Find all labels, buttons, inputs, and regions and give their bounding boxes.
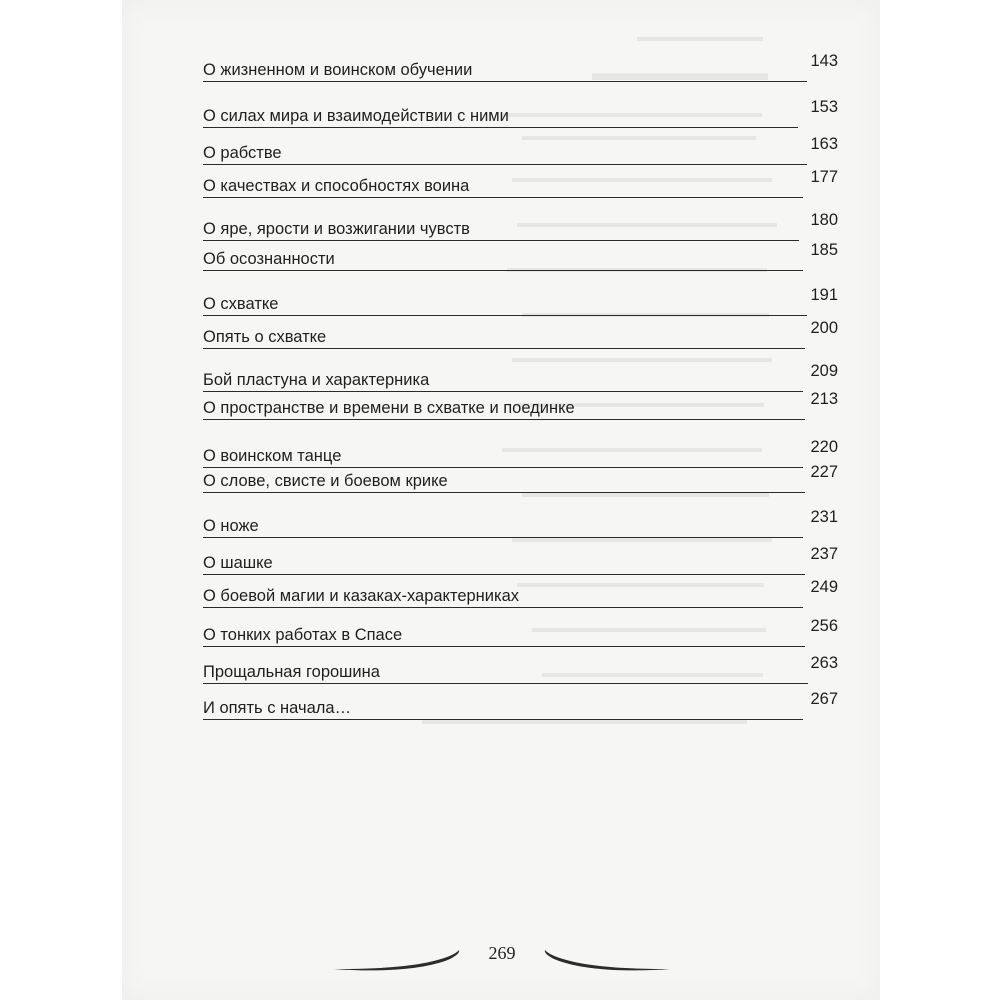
toc-entry[interactable] [203, 319, 838, 349]
toc-entry-title: О боевой магии и казаках-характерниках [203, 587, 520, 605]
toc-entry-page: 163 [810, 135, 838, 153]
toc-leader-line [203, 492, 805, 493]
bleed-through: ▬▬▬▬▬▬▬▬▬▬▬▬▬▬▬▬▬▬▬▬ [512, 170, 772, 185]
toc-entry-page: 191 [810, 286, 838, 304]
toc-entry[interactable] [203, 135, 838, 165]
toc-entry[interactable] [203, 438, 838, 468]
toc-leader-line [203, 607, 803, 608]
toc-leader-line [203, 197, 803, 198]
bleed-through: ▬▬▬▬▬▬▬▬▬▬▬▬▬▬▬▬▬▬▬ [517, 395, 764, 410]
bleed-through: ▬▬▬▬▬▬▬▬▬▬▬▬▬▬▬▬▬▬ [532, 620, 766, 635]
toc-entry-title: О ноже [203, 517, 259, 535]
bleed-through: ▬▬▬▬▬▬▬▬▬▬▬▬▬▬▬▬▬▬▬ [522, 485, 769, 500]
toc-entry-title: О слове, свисте и боевом крике [203, 472, 448, 490]
toc-entry-page: 143 [810, 52, 838, 70]
bleed-through: ▬▬▬▬▬▬▬▬▬▬▬▬▬▬▬▬▬▬▬ [522, 305, 769, 320]
toc-entry-page: 185 [810, 241, 838, 259]
bleed-through: ▬▬▬▬▬▬▬▬▬▬▬▬▬▬▬▬▬▬▬▬ [512, 350, 772, 365]
toc-entry-title: О силах мира и взаимодействии с ними [203, 107, 509, 125]
toc-entry-page: 177 [810, 168, 838, 186]
toc-entry-page: 213 [810, 390, 838, 408]
toc-leader-line [203, 419, 805, 420]
toc-leader-line [203, 467, 803, 468]
toc-entry-page: 249 [810, 578, 838, 596]
toc-entry[interactable] [203, 690, 838, 720]
toc-entry-title: О тонких работах в Спасе [203, 626, 403, 644]
toc-leader-line [203, 164, 807, 165]
toc-entry-title: И опять с начала… [203, 699, 352, 717]
toc-entry-title: О пространстве и времени в схватке и поединке [203, 399, 575, 417]
toc-entry[interactable] [203, 52, 838, 82]
bleed-through: ▬▬▬▬▬▬▬▬▬▬▬▬▬▬▬▬▬▬▬ [517, 575, 764, 590]
toc-entry-title: Прощальная горошина [203, 663, 380, 681]
bleed-through: ▬▬▬▬▬▬▬▬▬▬▬▬▬▬▬▬▬▬ [522, 128, 756, 143]
book-page [122, 0, 880, 1000]
toc-entry-title: О яре, ярости и возжигании чувств [203, 220, 470, 238]
toc-leader-line [203, 574, 805, 575]
toc-entry-page: 227 [810, 463, 838, 481]
toc-leader-line [203, 127, 798, 128]
toc-entry[interactable] [203, 508, 838, 538]
toc-entry-page: 231 [810, 508, 838, 526]
toc-entry-page: 200 [810, 319, 838, 337]
toc-leader-line [203, 719, 803, 720]
bleed-through: ▬▬▬▬▬▬▬▬ [592, 60, 768, 85]
toc-leader-line [203, 646, 805, 647]
toc-leader-line [203, 537, 803, 538]
toc-entry-page: 220 [810, 438, 838, 456]
toc-entry-title: О воинском танце [203, 447, 342, 465]
toc-entry-page: 267 [810, 690, 838, 708]
toc-entry[interactable] [203, 98, 838, 128]
bleed-through: ▬▬▬▬▬▬▬▬▬▬▬▬▬▬▬▬▬▬▬▬ [517, 215, 777, 230]
toc-leader-line [203, 270, 803, 271]
bleed-through: ▬▬▬▬▬▬▬▬▬▬▬▬▬▬▬▬▬▬▬▬ [512, 530, 772, 545]
toc-entry-page: 180 [810, 211, 838, 229]
toc-entry-page: 263 [810, 654, 838, 672]
toc-leader-line [203, 315, 807, 316]
bleed-through: ▬▬▬▬▬▬▬▬▬▬▬▬▬▬▬▬▬▬▬▬▬▬▬▬▬ [422, 712, 747, 727]
toc-entry-title: Бой пластуна и характерника [203, 371, 430, 389]
toc-entry[interactable] [203, 390, 838, 420]
bleed-through: ▬▬▬▬▬▬▬▬▬ [637, 28, 763, 44]
toc-entry[interactable] [203, 241, 838, 271]
bleed-through: ▬▬▬▬▬▬▬▬▬▬▬▬▬▬▬▬▬ [542, 665, 763, 680]
bleed-through: ▬▬▬▬▬▬▬▬▬▬▬▬▬▬▬▬▬▬▬▬ [502, 440, 762, 455]
toc-entry[interactable] [203, 654, 838, 684]
toc-entry-title: О шашке [203, 554, 273, 572]
toc-entry[interactable] [203, 286, 838, 316]
toc-entry[interactable] [203, 463, 838, 493]
toc-leader-line [203, 81, 807, 82]
toc-entry-page: 256 [810, 617, 838, 635]
page-number: 269 [488, 943, 516, 963]
toc-entry-title: О качествах и способностях воина [203, 177, 470, 195]
toc-entry-title: О жизненном и воинском обучении [203, 61, 473, 79]
toc-leader-line [203, 348, 805, 349]
page-footer [332, 935, 672, 975]
toc-entry[interactable] [203, 211, 838, 241]
toc-entry-page: 237 [810, 545, 838, 563]
toc-entry-title: О рабстве [203, 144, 282, 162]
bleed-through: ▬▬▬▬▬▬▬▬▬▬▬▬▬▬▬▬▬▬▬▬ [507, 260, 767, 275]
toc-entry[interactable] [203, 545, 838, 575]
toc-entry[interactable] [203, 578, 838, 608]
toc-entry-title: Об осознанности [203, 250, 335, 268]
toc-entry[interactable] [203, 617, 838, 647]
toc-entry[interactable] [203, 168, 838, 198]
swash-ornament-right-icon [542, 945, 672, 973]
toc-leader-line [203, 391, 803, 392]
toc-entry-page: 153 [810, 98, 838, 116]
toc-leader-line [203, 240, 799, 241]
toc-leader-line [203, 683, 808, 684]
toc-entry[interactable] [203, 362, 838, 392]
toc-entry-page: 209 [810, 362, 838, 380]
toc-entry-title: О схватке [203, 295, 279, 313]
toc-entry-title: Опять о схватке [203, 328, 327, 346]
bleed-through: ▬▬▬▬▬▬▬▬▬▬▬▬▬▬▬▬▬▬▬▬ [502, 105, 762, 120]
